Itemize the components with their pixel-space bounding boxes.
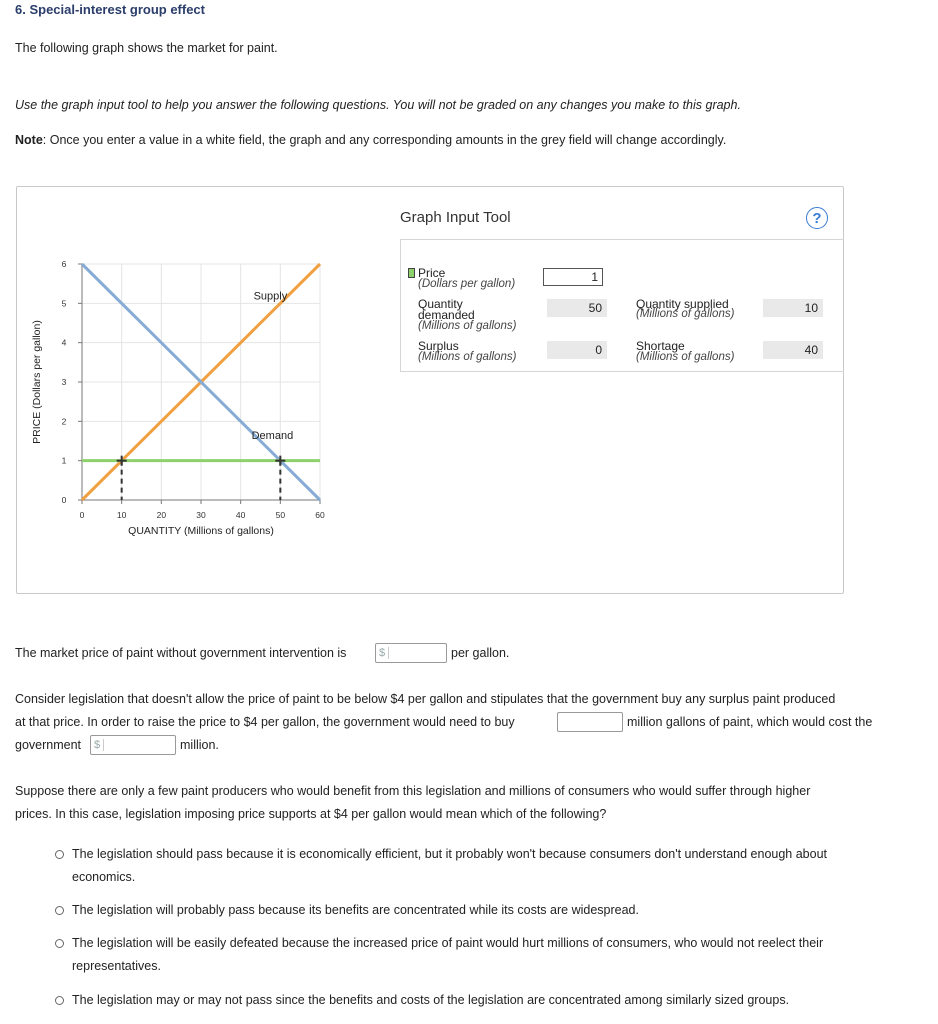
radio-button[interactable] bbox=[55, 939, 64, 948]
surplus-unit: (Millions of gallons) bbox=[418, 351, 517, 363]
y-tick-label: 1 bbox=[61, 455, 67, 466]
help-icon[interactable]: ? bbox=[806, 207, 828, 229]
q2-line1: Consider legislation that doesn't allow the price of paint to be below $4 per gallon and stipulates that the government buy any surplus paint produced bbox=[15, 692, 836, 706]
curve-label-supply: Supply bbox=[253, 290, 288, 303]
dollar-sign: $ bbox=[379, 647, 389, 659]
y-tick-label: 3 bbox=[61, 377, 67, 387]
x-tick-label: 30 bbox=[196, 510, 206, 520]
price-input[interactable]: 1 bbox=[543, 268, 603, 286]
quantity-supplied-value: 10 bbox=[763, 299, 823, 317]
y-tick-label: 4 bbox=[61, 337, 67, 348]
market-chart[interactable] bbox=[16, 186, 406, 556]
government-cost-input[interactable] bbox=[90, 735, 176, 755]
answer-option-text: The legislation may or may not pass since the benefits and costs of the legislation are concentrated among similarly sized groups. bbox=[72, 993, 790, 1007]
x-tick-label: 10 bbox=[116, 510, 127, 520]
quantity-demanded-label-line1: Quantity bbox=[418, 297, 463, 311]
answer-option-line2: economics. bbox=[72, 870, 136, 884]
quantity-demanded-value: 50 bbox=[547, 299, 607, 317]
q1-text-after: per gallon. bbox=[451, 646, 510, 660]
surplus-label: Surplus bbox=[418, 339, 459, 353]
answer-option-text bbox=[72, 843, 922, 889]
page-title: 6. Special-interest group effect bbox=[15, 2, 205, 17]
q2-line3-after: million. bbox=[180, 738, 219, 752]
answer-option-text: The legislation will probably pass because its benefits are concentrated while its costs are widespread. bbox=[72, 903, 639, 917]
market-price-input[interactable] bbox=[375, 643, 447, 663]
graph-input-tool-title: Graph Input Tool bbox=[400, 209, 511, 226]
answer-option-line2: representatives. bbox=[72, 959, 161, 973]
x-tick-label: 0 bbox=[79, 510, 85, 520]
y-tick-label: 0 bbox=[61, 495, 67, 505]
q2-line2-after: million gallons of paint, which would cost the bbox=[627, 715, 873, 729]
dollar-sign: $ bbox=[94, 739, 104, 751]
price-label: Price bbox=[418, 266, 446, 280]
q3-line2: prices. In this case, legislation imposing price supports at $4 per gallon would mean which of the following? bbox=[15, 807, 607, 821]
note-label: Note bbox=[15, 133, 43, 147]
note-body: : Once you enter a value in a white field, the graph and any corresponding amounts in the grey field will change accordingly. bbox=[42, 133, 727, 147]
answer-option-text bbox=[72, 932, 922, 978]
x-tick-label: 50 bbox=[275, 510, 286, 520]
curve-label-demand: Demand bbox=[251, 430, 294, 443]
answer-option-line1: The legislation will be easily defeated because the increased price of paint would hurt millions of consumers, who would not reelect their bbox=[72, 936, 824, 950]
q2-line2-before: at that price. In order to raise the price to $4 per gallon, the government would need to buy bbox=[15, 715, 515, 729]
instruction-text: Use the graph input tool to help you answer the following questions. You will not be graded on any changes you make to this graph. bbox=[15, 98, 741, 112]
quantity-demanded-label-line2: demanded bbox=[418, 308, 475, 322]
government-buy-quantity-input[interactable] bbox=[557, 712, 623, 732]
x-tick-label: 20 bbox=[156, 510, 167, 520]
intro-text: The following graph shows the market for paint. bbox=[15, 41, 278, 55]
quantity-supplied-label: Quantity supplied bbox=[636, 297, 729, 311]
quantity-supplied-unit: (Millions of gallons) bbox=[636, 308, 735, 320]
shortage-label: Shortage bbox=[636, 339, 685, 353]
y-tick-label: 6 bbox=[61, 259, 67, 269]
q3-line1: Suppose there are only a few paint producers who would benefit from this legislation and millions of consumers who would suffer through higher bbox=[15, 784, 811, 798]
quantity-demanded-unit: (Millions of gallons) bbox=[418, 320, 517, 332]
radio-button[interactable] bbox=[55, 906, 64, 915]
y-tick-label: 5 bbox=[61, 298, 67, 309]
radio-button[interactable] bbox=[55, 996, 64, 1005]
note-text bbox=[15, 133, 726, 147]
q2-line3-before: government bbox=[15, 738, 82, 752]
x-tick-label: 40 bbox=[235, 510, 246, 520]
y-axis-label: PRICE (Dollars per gallon) bbox=[31, 320, 43, 444]
surplus-value: 0 bbox=[547, 341, 607, 359]
price-swatch-icon bbox=[408, 268, 415, 278]
x-tick-label: 60 bbox=[315, 510, 325, 520]
price-unit: (Dollars per gallon) bbox=[418, 278, 516, 290]
shortage-value: 40 bbox=[763, 341, 823, 359]
shortage-unit: (Millions of gallons) bbox=[636, 351, 735, 363]
radio-button[interactable] bbox=[55, 850, 64, 859]
answer-option-line1: The legislation should pass because it is economically efficient, but it probably won't because consumers don't understand enough about bbox=[72, 847, 828, 861]
x-axis-label: QUANTITY (Millions of gallons) bbox=[128, 525, 274, 537]
q1-text-before: The market price of paint without government intervention is bbox=[15, 646, 347, 660]
y-tick-label: 2 bbox=[61, 416, 67, 427]
